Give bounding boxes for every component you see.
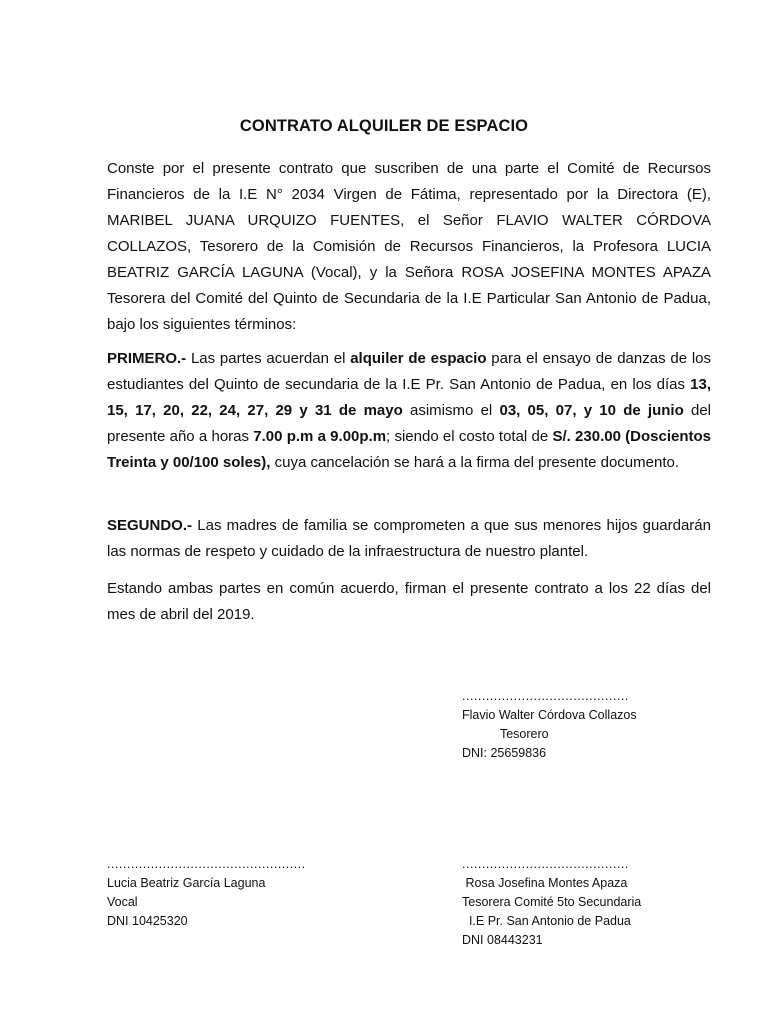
closing-paragraph: Estando ambas partes en común acuerdo, firman el presente contrato a los 22 días del mes de abril del 2019. [107,580,711,623]
clause-primero-text-1: Las partes acuerdan el [186,350,351,367]
clause-primero-text-4: del presente año a horas [107,402,711,445]
clause-primero-text-5: ; siendo el costo total de [386,428,553,445]
clause-primero-dates-may: 13, 15, 17, 20, 22, 24, 27, 29 y 31 de mayo [107,376,711,419]
signature-block-tesorero [462,687,637,763]
clause-primero-dates-june: 03, 05, 07, y 10 de junio [499,402,684,419]
signer-role: Vocal [107,895,138,909]
signature-block-tesorera [462,855,641,950]
signature-line: .................................................. [107,857,306,871]
clause-primero-text-6: cuya cancelación se hará a la firma del presente documento. [270,454,680,471]
signer-role: Tesorero [462,727,549,741]
signer-role: Tesorera Comité 5to Secundaria [462,895,642,909]
clause-segundo-heading: SEGUNDO.- [107,517,193,534]
clause-primero-bold-1: alquiler de espacio [350,350,487,367]
intro-paragraph: Conste por el presente contrato que suscriben de una parte el Comité de Recursos Financieros de la I.E N° 2034 Virgen de Fátima, representado por la Directora (E), MARIBEL JUANA URQUIZO FUENTES, el Señor FLAVIO WALTER CÓRDOVA COLLAZOS, Tesorero de la Comisión de Recursos Financieros, la Profesora LUCIA BEATRIZ GARCÍA LAGUNA (Vocal), y la Señora ROSA JOSEFINA MONTES APAZA Tesorera del Comité del Quinto de Secundaria de la I.E Particular San Antonio de Padua, bajo los siguientes términos: [107,160,711,333]
signature-line: .......................................... [462,857,629,871]
signer-name: Lucia Beatriz García Laguna [107,876,266,890]
document-title: CONTRATO ALQUILER DE ESPACIO [239,117,529,135]
signer-dni: DNI 10425320 [107,914,188,928]
signature-line: .......................................... [462,689,629,703]
signer-name: Rosa Josefina Montes Apaza [462,876,628,890]
clause-segundo [107,513,711,565]
signer-dni: DNI: 25659836 [462,746,547,760]
clause-primero-hours: 7.00 p.m a 9.00p.m [253,428,387,445]
clause-primero-text-3: asimismo el [402,402,500,419]
clause-primero-heading: PRIMERO.- [107,350,187,367]
signer-dni: DNI 08443231 [462,933,543,947]
clause-segundo-text: Las madres de familia se comprometen a que sus menores hijos guardarán las normas de respeto y cuidado de la infraestructura de nuestro plantel. [107,517,711,560]
signer-school: I.E Pr. San Antonio de Padua [462,914,631,928]
clause-primero [107,346,711,476]
clause-primero-cost: S/. 230.00 (Doscientos Treinta y 00/100 soles), [107,428,712,471]
signature-block-vocal [107,855,306,931]
clause-primero-text-2: para el ensayo de danzas de los estudiantes del Quinto de secundaria de la I.E Pr. San Antonio de Padua, en los días [107,350,712,393]
signer-name: Flavio Walter Córdova Collazos [462,708,637,722]
